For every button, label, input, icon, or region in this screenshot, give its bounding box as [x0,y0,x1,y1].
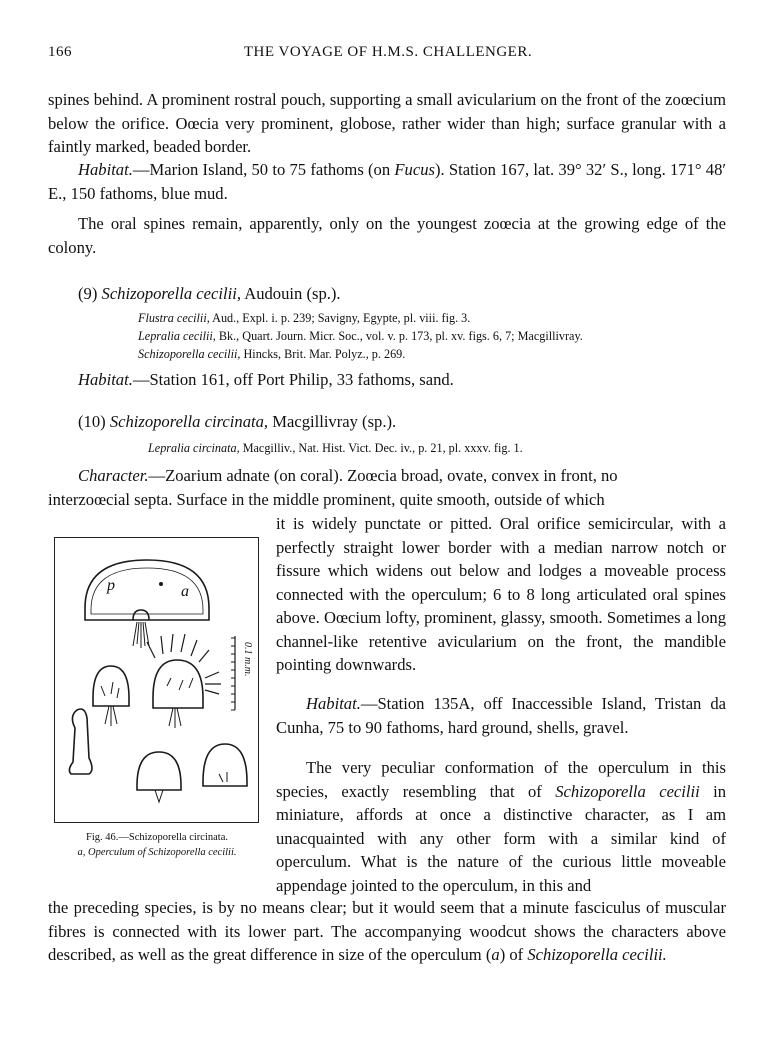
operculum-small-1 [137,752,181,790]
figure-46-drawing [55,538,260,824]
character-line-2: interzoœcial septa. Surface in the middle prominent, quite smooth, outside of which [48,490,605,509]
page-header [48,44,728,66]
figure-scale-label: 0.1 m.m. [242,642,253,677]
intro-paragraph: spines behind. A prominent rostral pouch, supporting a small avicularium on the front of the zoœcium below the orifice. Oœcia very prominent, globose, rather wider than high; surface granular with a faintly marked, beaded border. [48,90,726,156]
species-9-ref-3: Schizoporella cecilii, Hincks, Brit. Mar. Polyz., p. 269. [138,347,406,361]
avicularium [69,709,92,774]
character-line-1: Character.—Zoarium adnate (on coral). Zoœcia broad, ovate, convex in front, no [78,466,618,485]
operculum-large-appendage [133,610,149,620]
remark-right-column: The very peculiar conformation of the operculum in this species, exactly resembling that of Schizoporella cecilii in miniature, affords at once a distinctive character, as I am unacquainted with any other form with a similar kind of operculum. What is the nature of the curious little moveable appendage jointed to the operculum, in this and [276,758,727,895]
zooecium-left [93,666,129,706]
running-head: THE VOYAGE OF H.M.S. CHALLENGER. [243,44,533,60]
pore-dot [159,582,163,586]
remark-full-width: the preceding species, is by no means clear; but it would seem that a minute fasciculus of muscular fibres is connected with its lower part. The accompanying woodcut shows the characters above described, as well as the great difference in size of the operculum (a) of Schizoporella cecilii. [48,898,726,964]
operculum-large-outline [85,560,209,620]
figure-46 [54,537,259,823]
figure-46-caption: Fig. 46.—Schizoporella circinata. a, Operculum of Schizoporella cecilii. [77,832,237,858]
species-10-habitat: Habitat.—Station 135A, off Inaccessible Island, Tristan da Cunha, 75 to 90 fathoms, hard ground, shells, gravel. [276,694,726,737]
species-10-ref: Lepralia circinata, Macgilliv., Nat. Hist. Vict. Dec. iv., p. 21, pl. xxxv. fig. 1. [148,441,523,455]
operculum-small-2 [203,744,247,786]
page-number: 166 [48,44,72,60]
figure-label-p: p [107,577,115,594]
zooecium-right [153,660,203,708]
species-9-habitat: Habitat.—Station 161, off Port Philip, 33 fathoms, sand. [78,370,454,389]
species-9-ref-2: Lepralia cecilii, Bk., Quart. Journ. Micr. Soc., vol. v. p. 173, pl. xv. figs. 6, 7; Macgillivray. [138,329,583,343]
character-right-column: it is widely punctate or pitted. Oral orifice semicircular, with a perfectly straight lower border with a median narrow notch or fissure which widens out below and lodges a moveable process connected with the operculum; 6 to 8 long articulated oral spines above. Oœcium lofty, prominent, glassy, smooth. Sometimes a long channel-like retentive avicularium on the front, the mandible pointing downwards. [276,514,726,674]
species-9-ref-1: Flustra cecilii, Aud., Expl. i. p. 239; Savigny, Egypte, pl. viii. fig. 3. [138,311,471,325]
intro-habitat: Habitat.—Marion Island, 50 to 75 fathoms (on Fucus). Station 167, lat. 39° 32′ S., long. 171° 48′ E., 150 fathoms, blue mud. [48,160,726,203]
species-10-heading: (10) Schizoporella circinata, Macgillivray (sp.). [78,412,397,431]
species-9-heading: (9) Schizoporella cecilii, Audouin (sp.). [78,284,341,303]
figure-label-a: a [181,583,189,600]
oral-spines-paragraph: The oral spines remain, apparently, only on the youngest zoœcia at the growing edge of the colony. [48,214,726,257]
